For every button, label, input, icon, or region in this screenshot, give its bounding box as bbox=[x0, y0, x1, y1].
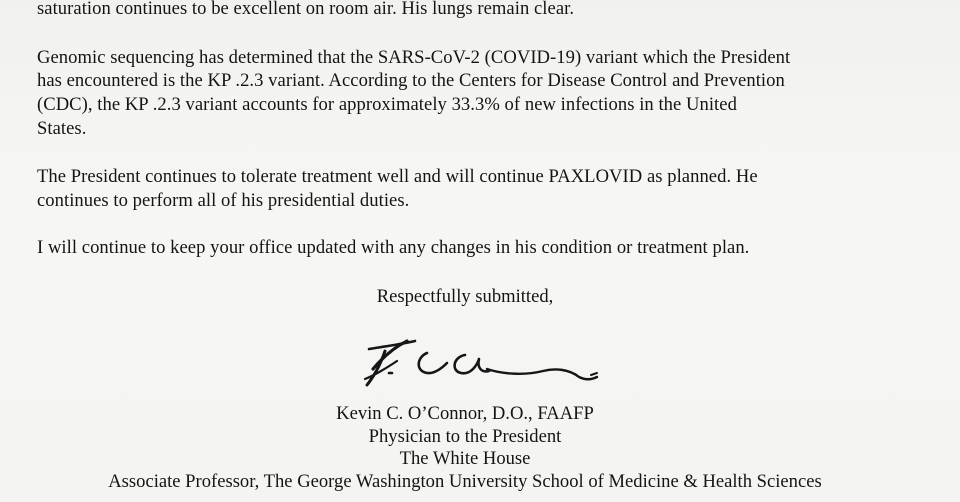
signer-title: Physician to the President bbox=[368, 426, 562, 447]
body-line: I will continue to keep your office updated with any changes in his condition or treatment plan. bbox=[37, 237, 750, 258]
body-line: States. bbox=[37, 118, 87, 139]
signer-affiliation: Associate Professor, The George Washington University School of Medicine & Health Sciences bbox=[108, 471, 822, 492]
signer-name: Kevin C. O’Connor, D.O., FAAFP bbox=[336, 403, 594, 424]
closing-salutation: Respectfully submitted, bbox=[376, 286, 554, 307]
body-line: The President continues to tolerate treatment well and will continue PAXLOVID as planned. He bbox=[37, 166, 758, 187]
body-line: saturation continues to be excellent on room air. His lungs remain clear. bbox=[37, 0, 575, 19]
handwritten-signature bbox=[355, 335, 615, 395]
body-line: continues to perform all of his presidential duties. bbox=[37, 190, 410, 211]
body-line: has encountered is the KP .2.3 variant. According to the Centers for Disease Control and Prevention bbox=[37, 70, 785, 91]
signer-office: The White House bbox=[399, 448, 531, 469]
body-line: (CDC), the KP .2.3 variant accounts for approximately 33.3% of new infections in the United bbox=[37, 94, 737, 115]
body-line: Genomic sequencing has determined that the SARS-CoV-2 (COVID-19) variant which the President bbox=[37, 47, 791, 68]
